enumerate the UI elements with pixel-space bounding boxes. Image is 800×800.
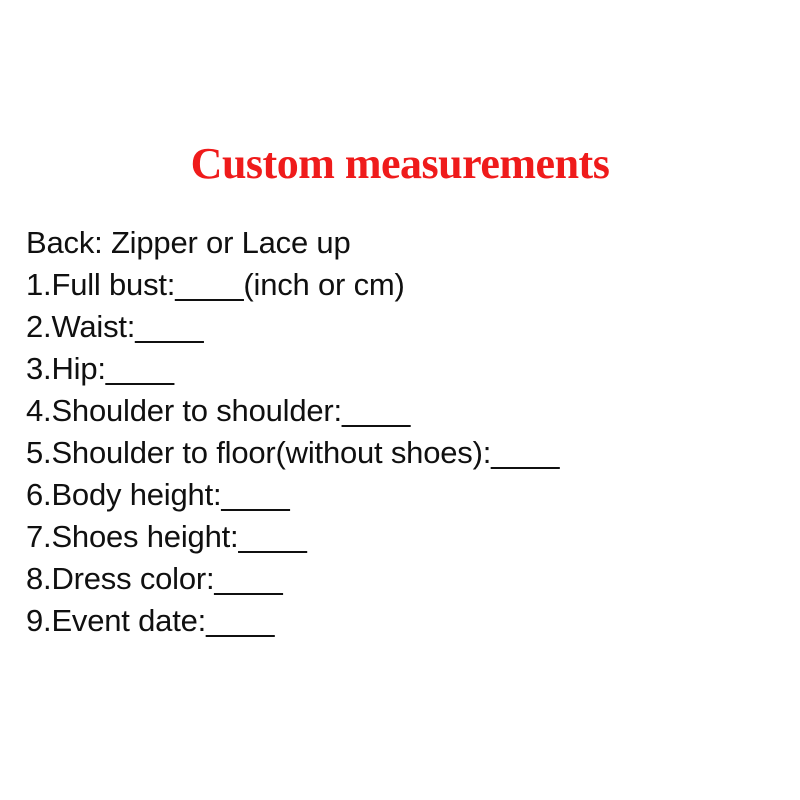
list-item: 5.Shoulder to floor(without shoes):____ bbox=[26, 435, 560, 470]
list-item: Back: Zipper or Lace up bbox=[26, 225, 351, 260]
list-item: 4.Shoulder to shoulder:____ bbox=[26, 393, 411, 428]
list-item: 7.Shoes height:____ bbox=[26, 519, 307, 554]
list-item: 3.Hip:____ bbox=[26, 351, 174, 386]
page-title: Custom measurements bbox=[190, 139, 610, 188]
list-item: 9.Event date:____ bbox=[26, 603, 275, 638]
list-item: 1.Full bust:____(inch or cm) bbox=[26, 267, 405, 302]
measurement-list bbox=[26, 222, 786, 642]
list-item: 8.Dress color:____ bbox=[26, 561, 283, 596]
list-item: 6.Body height:____ bbox=[26, 477, 290, 512]
list-item: 2.Waist:____ bbox=[26, 309, 204, 344]
